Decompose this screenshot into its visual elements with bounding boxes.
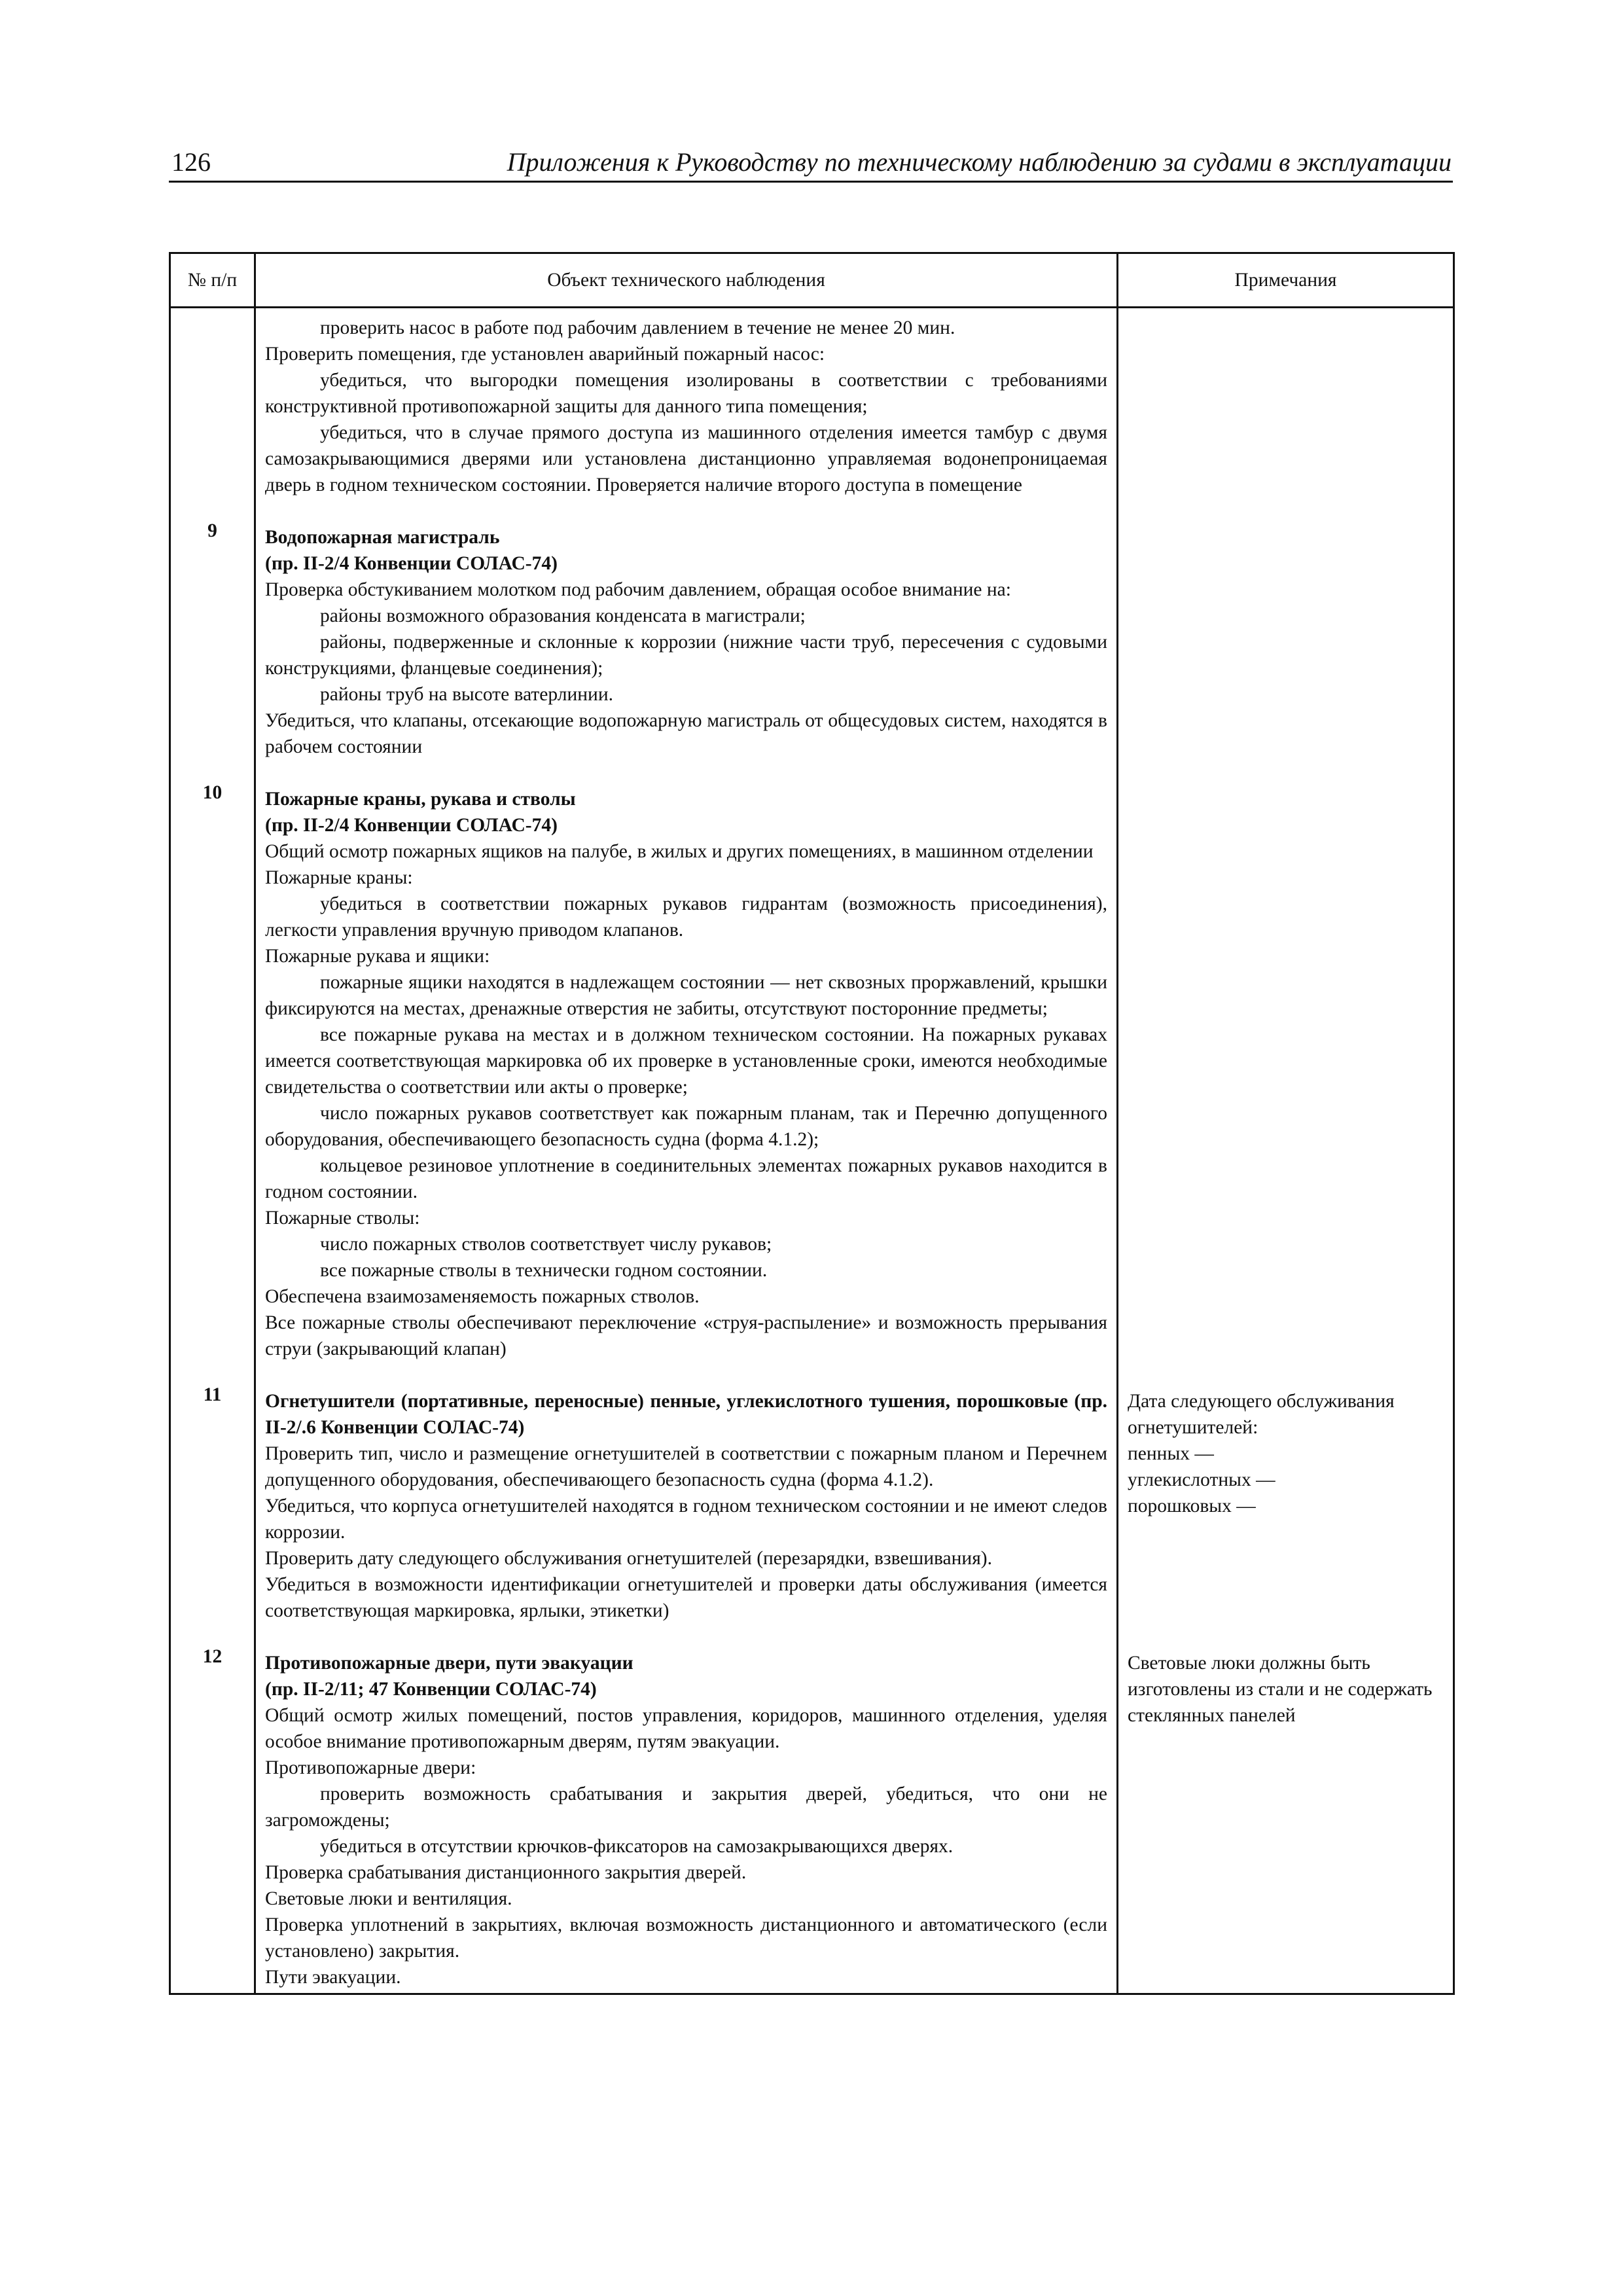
entry-line: Проверить тип, число и размещение огнетушителей в соответствии с пожарным планом и Перечнем допущенного оборудования, обеспечивающего безопасность судна (форма 4.1.2). [265, 1443, 1107, 1490]
entry-notes-block [1128, 1650, 1444, 1990]
entry-line: проверить насос в работе под рабочим давлением в течение не менее 20 мин. [320, 317, 955, 338]
entry-note: Световые люки должны быть изготовлены из стали и не содержать стеклянных панелей [1128, 1653, 1433, 1726]
entry-notes-block [1128, 524, 1444, 786]
entry-number: 10 [202, 782, 223, 803]
inspection-table [169, 252, 1455, 1995]
entry-line: Световые люки и вентиляция. [265, 1888, 512, 1909]
entry-number-block [171, 780, 254, 1382]
entry-line: убедиться, что в случае прямого доступа из машинного отделения имеется тамбур с двумя самозакрывающимися дверями или установлена дистанционно управляемая водонепроницаемая дверь в годном техническом состоянии. Проверяется наличие второго доступа в помещение [265, 422, 1107, 495]
entry-number-block [171, 518, 254, 780]
entry-line: Убедиться в возможности идентификации огнетушителей и проверки даты обслуживания (имеется соответствующая маркировка, ярлыки, этикетки) [265, 1574, 1107, 1621]
entry-line: Проверить дату следующего обслуживания огнетушителей (перезарядки, взвешивания). [265, 1548, 992, 1569]
entry-line: все пожарные рукава на местах и в должном техническом состоянии. На пожарных рукавах имеется соответствующая маркировка об их проверке в установленные сроки, имеются необходимые свидетельства о соответствии или акты о проверке; [265, 1024, 1107, 1098]
notes-column [1118, 308, 1454, 1994]
number-column [170, 308, 255, 1994]
entry-line: убедиться в соответствии пожарных рукавов гидрантам (возможность присоединения), легкости управления вручную приводом клапанов. [265, 893, 1107, 941]
entry-reference: (пр. II-2/11; 47 Конвенции СОЛАС-74) [265, 1679, 597, 1700]
entry-line: Обеспечена взаимозаменяемость пожарных стволов. [265, 1286, 700, 1307]
entry-line: Пожарные рукава и ящики: [265, 946, 490, 967]
entry-line: кольцевое резиновое уплотнение в соединительных элементах пожарных рукавов находится в годном состоянии. [265, 1155, 1107, 1202]
page-number: 126 [171, 147, 211, 177]
entry-line: Проверка обстукиванием молотком под рабочим давлением, обращая особое внимание на: [265, 579, 1011, 600]
entry-note: Дата следующего обслуживания огнетушителей: [1128, 1391, 1395, 1438]
table-header-row [170, 253, 1454, 308]
entry-line: число пожарных рукавов соответствует как пожарным планам, так и Перечню допущенного оборудования, обеспечивающего безопасность судна (форма 4.1.2); [265, 1103, 1107, 1150]
entry-line: убедиться в отсутствии крючков-фиксаторов на самозакрывающихся дверях. [320, 1836, 954, 1857]
entry-line: убедиться, что выгородки помещения изолированы в соответствии с требованиями конструктивной противопожарной защиты для данного типа помещения; [265, 370, 1107, 417]
entry-number: 9 [207, 520, 217, 541]
entry-text [265, 786, 1107, 1388]
page-header [169, 145, 1453, 183]
entry-text [265, 315, 1107, 524]
entry-note: пенных — [1128, 1443, 1214, 1464]
entry-line: Проверка срабатывания дистанционного закрытия дверей. [265, 1862, 747, 1883]
entry-title: Пожарные краны, рукава и стволы [265, 789, 576, 810]
object-column [255, 308, 1118, 1994]
entry-line: Убедиться, что корпуса огнетушителей находятся в годном техническом состоянии и не имеют следов коррозии. [265, 1496, 1107, 1543]
column-header-number: № п/п [170, 253, 255, 308]
entry-line: Пути эвакуации. [265, 1967, 401, 1988]
entry-number-block [171, 1382, 254, 1643]
entry-number: 12 [202, 1646, 223, 1667]
entry-title: Противопожарные двери, пути эвакуации [265, 1653, 633, 1674]
entry-line: районы труб на высоте ватерлинии. [320, 684, 614, 705]
entry-notes-block [1128, 1388, 1444, 1650]
entry-line: Общий осмотр пожарных ящиков на палубе, в жилых и других помещениях, в машинном отделении [265, 841, 1094, 862]
entry-reference: (пр. II-2/4 Конвенции СОЛАС-74) [265, 815, 558, 836]
entry-title: Водопожарная магистраль [265, 527, 500, 548]
entry-text [265, 1650, 1107, 1990]
entry-text [265, 524, 1107, 786]
entry-note: порошковых — [1128, 1496, 1256, 1516]
entry-line: пожарные ящики находятся в надлежащем состоянии — нет сквозных проржавлений, крышки фиксируются на местах, дренажные отверстия не забиты, отсутствуют посторонние предметы; [265, 972, 1107, 1019]
running-title: Приложения к Руководству по техническому наблюдению за судами в эксплуатации [507, 147, 1452, 177]
entry-line: Проверка уплотнений в закрытиях, включая возможность дистанционного и автоматического (если установлено) закрытия. [265, 1914, 1107, 1962]
entry-note: углекислотных — [1128, 1469, 1275, 1490]
entry-line: Противопожарные двери: [265, 1757, 476, 1778]
entry-line: все пожарные стволы в технически годном состоянии. [320, 1260, 768, 1281]
entry-line: Общий осмотр жилых помещений, постов управления, коридоров, машинного отделения, уделяя особое внимание противопожарным дверям, путям эвакуации. [265, 1705, 1107, 1752]
entry-number-block [171, 1643, 254, 1984]
table-body-row [170, 308, 1454, 1994]
entry-number-block [171, 308, 254, 518]
column-header-object: Объект технического наблюдения [255, 253, 1118, 308]
entry-title: Огнетушители (портативные, переносные) пенные, углекислотного тушения, порошковые (пр. II-2/.6 Конвенции СОЛАС-74) [265, 1391, 1107, 1438]
entry-line: число пожарных стволов соответствует числу рукавов; [320, 1234, 772, 1255]
entry-line: проверить возможность срабатывания и закрытия дверей, убедиться, что они не загромождены; [265, 1784, 1107, 1831]
column-header-notes: Примечания [1118, 253, 1454, 308]
entry-text [265, 1388, 1107, 1650]
entry-line: районы, подверженные и склонные к коррозии (нижние части труб, пересечения с судовыми конструкциями, фланцевые соединения); [265, 632, 1107, 679]
entry-notes-block [1128, 786, 1444, 1388]
entry-line: Проверить помещения, где установлен аварийный пожарный насос: [265, 344, 825, 365]
entry-line: Убедиться, что клапаны, отсекающие водопожарную магистраль от общесудовых систем, находятся в рабочем состоянии [265, 710, 1107, 757]
entry-notes-block [1128, 315, 1444, 524]
entry-reference: (пр. II-2/4 Конвенции СОЛАС-74) [265, 553, 558, 574]
entry-line: районы возможного образования конденсата в магистрали; [320, 605, 806, 626]
entry-line: Пожарные краны: [265, 867, 413, 888]
entry-number: 11 [203, 1384, 222, 1405]
entry-line: Пожарные стволы: [265, 1208, 420, 1229]
entry-line: Все пожарные стволы обеспечивают переключение «струя-распыление» и возможность прерывания струи (закрывающий клапан) [265, 1312, 1107, 1359]
